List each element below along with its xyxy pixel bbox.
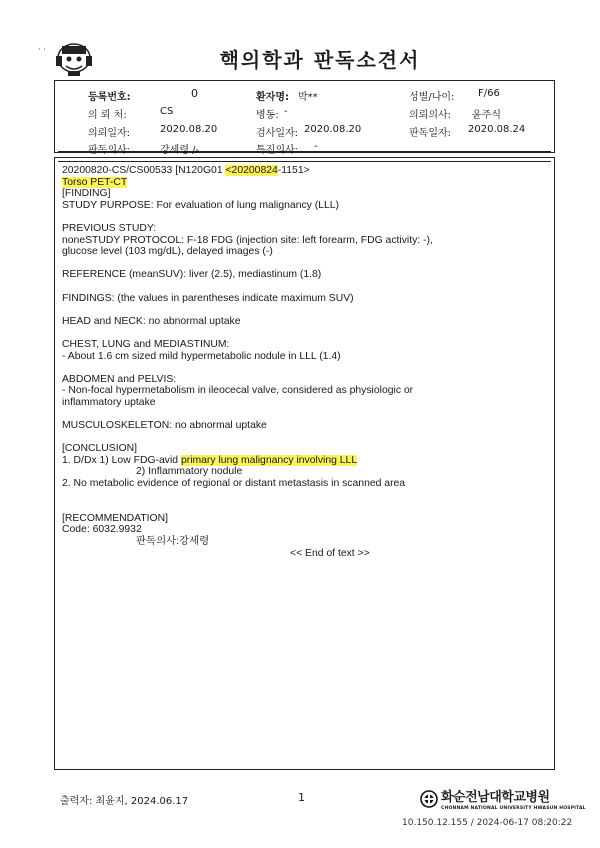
ward-value: - xyxy=(284,106,288,117)
exam-code-prefix: 20200820-CS/CS00533 [N120G01 xyxy=(62,165,226,176)
sex-age-value: F/66 xyxy=(478,88,500,99)
findings-note: FINDINGS: (the values in parentheses indicate maximum SUV) xyxy=(62,292,354,304)
previous-study: PREVIOUS STUDY: xyxy=(62,222,157,234)
printed-by: 출력자: 최윤지, 2024.06.17 xyxy=(60,796,189,807)
conclusion-item-2: 2. No metabolic evidence of regional or distant metastasis in scanned area xyxy=(62,478,406,490)
dept-label: 의 뢰 처: xyxy=(88,110,127,121)
study-protocol-line-2: glucose level (103 mg/dL), delayed images (-) xyxy=(62,246,273,258)
patient-name-label: 환자명: xyxy=(256,92,289,103)
patient-name-value: 박** xyxy=(298,92,318,103)
abdomen-finding-line-1: - Non-focal hypermetabolism in ileocecal valve, considered as physiologic or xyxy=(62,385,414,397)
req-doctor-value: 윤주식 xyxy=(472,110,501,121)
conclusion-heading: [CONCLUSION] xyxy=(62,443,138,455)
reader-label: 판독의사: xyxy=(88,145,131,156)
header-dots: · · xyxy=(38,45,46,54)
recommendation-code: Code: 6032.9932 xyxy=(62,524,142,536)
info-divider xyxy=(58,151,551,152)
musculoskeletal-finding: MUSCULOSKELETON: no abnormal uptake xyxy=(62,420,267,432)
req-date-label: 의뢰일자: xyxy=(88,128,131,139)
reference-suv: REFERENCE (meanSUV): liver (2.5), mediastinum (1.8) xyxy=(62,269,322,281)
exam-date-label: 검사일자: xyxy=(256,128,299,139)
sex-age-label: 성별/나이: xyxy=(409,92,455,103)
hospital-emblem-icon xyxy=(420,790,438,808)
req-date-value: 2020.08.20 xyxy=(160,124,218,135)
study-protocol-line-1: noneSTUDY PROTOCOL: F-18 FDG (injection site: left forearm, FDG activity: -), xyxy=(62,234,433,246)
reader-value: 강세령 /- xyxy=(160,145,200,156)
ward-label: 병동: xyxy=(256,110,279,121)
page-title: 핵의학과 판독소견서 xyxy=(219,48,421,72)
study-purpose: STUDY PURPOSE: For evaluation of lung malignancy (LLL) xyxy=(62,199,340,211)
exam-code-suffix: -1151> xyxy=(277,165,310,176)
report-body xyxy=(62,165,547,559)
special-doctor-value: - xyxy=(314,141,318,152)
exam-date-value: 2020.08.20 xyxy=(304,124,362,135)
chest-heading: CHEST, LUNG and MEDIASTINUM: xyxy=(62,338,230,350)
conclusion-highlight: primary lung malignancy involving LLL xyxy=(180,454,358,466)
abdomen-finding-line-2: inflammatory uptake xyxy=(62,396,156,408)
exam-code-highlight: <20200824 xyxy=(225,165,278,176)
read-date-label: 판독일자: xyxy=(409,128,452,139)
head-neck-finding: HEAD and NECK: no abnormal uptake xyxy=(62,315,241,327)
conclusion-item-1 xyxy=(62,455,547,467)
end-of-text: << End of text >> xyxy=(290,547,370,559)
req-doctor-label: 의뢰의사: xyxy=(409,110,452,121)
reg-no-value: 0 xyxy=(191,87,198,100)
page-number: 1 xyxy=(298,791,305,804)
report-box-top-line xyxy=(58,161,551,162)
chest-finding: - About 1.6 cm sized mild hypermetabolic nodule in LLL (1.4) xyxy=(62,350,341,362)
hospital-name: 화순전남대학교병원 xyxy=(441,790,550,805)
exam-name: Torso PET-CT xyxy=(62,176,128,188)
hospital-name-en: CHONNAM NATIONAL UNIVERSITY HWASUN HOSPITAL xyxy=(441,806,586,811)
reg-no-label: 등록번호: xyxy=(88,92,131,103)
recommendation-heading: [RECOMMENDATION] xyxy=(62,512,169,524)
conclusion-item-1-2: 2) Inflammatory nodule xyxy=(136,466,243,478)
print-stamp: 10.150.12.155 / 2024-06-17 08:20:22 xyxy=(402,818,573,828)
conclusion-item-1-prefix: 1. D/Dx 1) Low FDG-avid xyxy=(62,454,181,466)
exam-code-line xyxy=(62,165,547,177)
finding-heading: [FINDING] xyxy=(62,188,111,200)
reader-signature: 판독의사:강세령 xyxy=(136,536,210,547)
hospital-logo xyxy=(420,786,586,811)
read-date-value: 2020.08.24 xyxy=(468,124,526,135)
abdomen-heading: ABDOMEN and PELVIS: xyxy=(62,373,177,385)
special-doctor-label: 특진의사: xyxy=(256,145,299,156)
dept-value: CS xyxy=(160,106,174,117)
